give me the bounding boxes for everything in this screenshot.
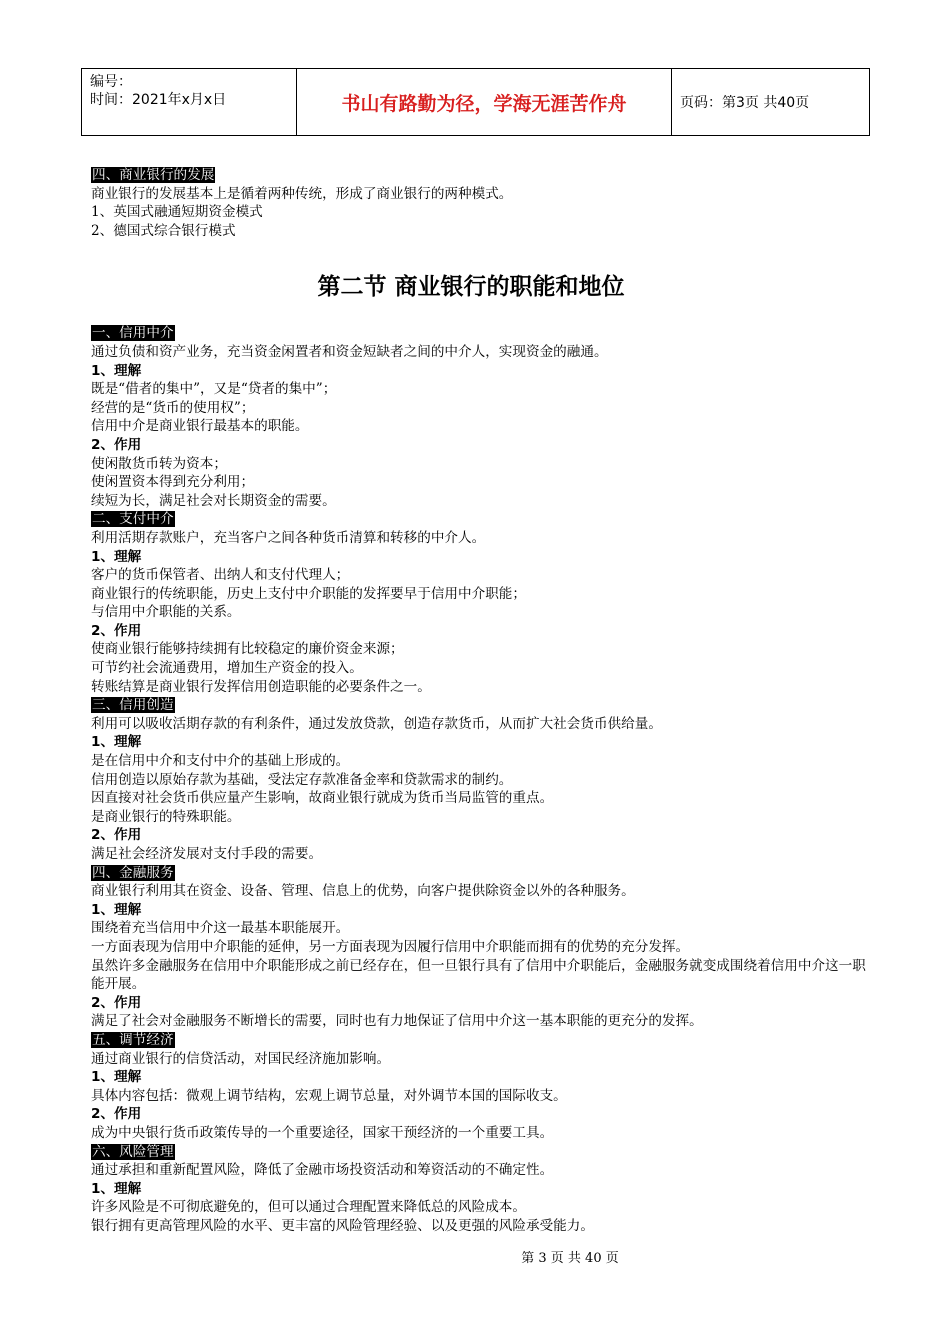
role-item: 满足了社会对金融服务不断增长的需要，同时也有力地保证了信用中介这一基本职能的更充分的发挥。 <box>91 1013 703 1030</box>
intro-heading-line <box>91 166 871 185</box>
role-item: 成为中央银行货币政策传导的一个重要途径，国家干预经济的一个重要工具。 <box>91 1124 554 1141</box>
understand-label: 1、理解 <box>91 734 142 751</box>
role-item: 转账结算是商业银行发挥信用创造职能的必要条件之一。 <box>91 678 431 695</box>
section-title: 第二节 商业银行的职能和地位 <box>317 274 625 301</box>
section-description: 通过负债和资产业务，充当资金闲置者和资金短缺者之间的中介人，实现资金的融通。 <box>91 343 608 360</box>
understand-item: 一方面表现为信用中介职能的延伸，另一方面表现为因履行信用中介职能而拥有的优势的充分发挥。 <box>91 938 690 955</box>
code-label: 编号： <box>90 74 132 90</box>
understand-item: 围绕着充当信用中介这一最基本职能展开。 <box>91 920 350 937</box>
header-motto: 书山有路勤为径，学海无涯苦作舟 <box>297 69 672 136</box>
understand-item: 既是“借者的集中”，又是“贷者的集中”； <box>91 381 337 398</box>
role-item: 使闲置资本得到充分利用； <box>91 474 255 491</box>
understand-label: 1、理解 <box>91 901 142 918</box>
header-page-info: 页码：第3页 共40页 <box>672 69 870 136</box>
understand-item: 具体内容包括：微观上调节结构，宏观上调节总量，对外调节本国的国际收支。 <box>91 1087 567 1104</box>
understand-item: 经营的是“货币的使用权”； <box>91 399 255 416</box>
section-heading: 三、信用创造 <box>92 697 174 714</box>
section-description: 通过承担和重新配置风险，降低了金融市场投资活动和筹资活动的不确定性。 <box>91 1162 554 1179</box>
understand-label: 1、理解 <box>91 1180 142 1197</box>
section-heading-line <box>91 1143 871 1162</box>
sections-container <box>91 324 871 1235</box>
understand-item: 信用创造以原始存款为基础，受法定存款准备金率和贷款需求的制约。 <box>91 771 513 788</box>
understand-item: 客户的货币保管者、出纳人和支付代理人； <box>91 567 350 584</box>
role-label: 2、作用 <box>91 827 142 844</box>
section-heading: 五、调节经济 <box>92 1031 174 1048</box>
page-footer: 第 3 页 共 40 页 <box>521 1251 619 1266</box>
page-header <box>81 68 870 136</box>
intro-heading: 四、商业银行的发展 <box>92 167 215 183</box>
section-heading-line <box>91 510 871 529</box>
section-description: 利用可以吸收活期存款的有利条件，通过发放贷款，创造存款货币，从而扩大社会货币供给量。 <box>91 715 662 732</box>
section-heading: 一、信用中介 <box>92 325 174 342</box>
role-item: 满足社会经济发展对支付手段的需要。 <box>91 846 323 862</box>
section-heading-line <box>91 1031 871 1050</box>
header-meta <box>82 69 297 136</box>
role-item: 使闲散货币转为资本； <box>91 455 227 472</box>
section-heading: 六、风险管理 <box>92 1143 174 1160</box>
document-body <box>91 166 871 1235</box>
section-description: 利用活期存款账户，充当客户之间各种货币清算和转移的中介人。 <box>91 529 486 546</box>
understand-item: 与信用中介职能的关系。 <box>91 604 241 621</box>
section-heading-line <box>91 696 871 715</box>
understand-item: 虽然许多金融服务在信用中介职能形成之前已经存在，但一旦银行具有了信用中介职能后，金融服务就变成围绕着信用中介这一职能开展。 <box>91 957 866 993</box>
role-item: 可节约社会流通费用，增加生产资金的投入。 <box>91 660 363 677</box>
intro-line: 商业银行的发展基本上是循着两种传统，形成了商业银行的两种模式。 <box>91 185 513 202</box>
section-heading-line <box>91 324 871 343</box>
understand-item: 银行拥有更高管理风险的水平、更丰富的风险管理经验、以及更强的风险承受能力。 <box>91 1217 594 1234</box>
section-description: 通过商业银行的信贷活动，对国民经济施加影响。 <box>91 1050 391 1067</box>
role-item: 使商业银行能够持续拥有比较稳定的廉价资金来源； <box>91 641 404 658</box>
role-label: 2、作用 <box>91 622 142 639</box>
section-heading: 二、支付中介 <box>92 511 174 528</box>
understand-item: 因直接对社会货币供应量产生影响，故商业银行就成为货币当局监管的重点。 <box>91 790 554 807</box>
section-heading-line <box>91 864 871 883</box>
understand-item: 信用中介是商业银行最基本的职能。 <box>91 418 309 435</box>
understand-item: 许多风险是不可彻底避免的，但可以通过合理配置来降低总的风险成本。 <box>91 1199 526 1216</box>
role-label: 2、作用 <box>91 1106 142 1123</box>
understand-item: 是在信用中介和支付中介的基础上形成的。 <box>91 753 350 770</box>
role-label: 2、作用 <box>91 436 142 453</box>
date-label: 时间：2021年x月x日 <box>90 92 227 108</box>
section-heading: 四、金融服务 <box>92 864 174 881</box>
understand-item: 是商业银行的特殊职能。 <box>91 808 241 825</box>
role-label: 2、作用 <box>91 994 142 1011</box>
understand-item: 商业银行的传统职能，历史上支付中介职能的发挥要早于信用中介职能； <box>91 585 526 602</box>
section-description: 商业银行利用其在资金、设备、管理、信息上的优势，向客户提供除资金以外的各种服务。 <box>91 883 635 900</box>
intro-line: 2、德国式综合银行模式 <box>91 222 236 239</box>
understand-label: 1、理解 <box>91 362 142 379</box>
understand-label: 1、理解 <box>91 548 142 565</box>
intro-line: 1、英国式融通短期资金模式 <box>91 204 263 221</box>
role-item: 续短为长，满足社会对长期资金的需要。 <box>91 492 336 509</box>
understand-label: 1、理解 <box>91 1069 142 1086</box>
